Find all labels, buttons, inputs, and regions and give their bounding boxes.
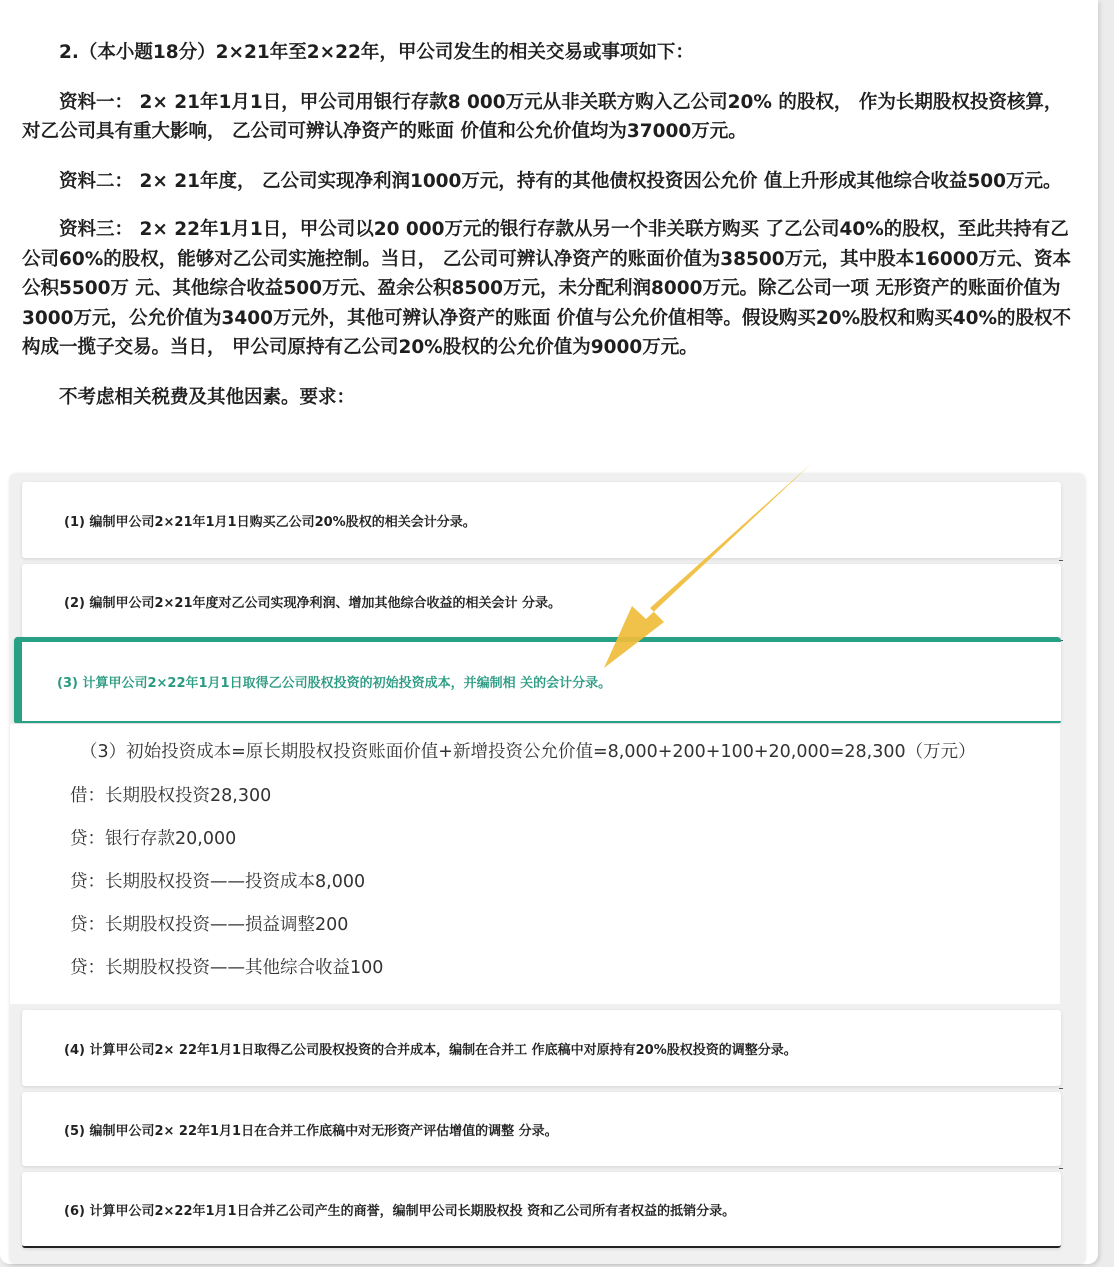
question-block [22,38,1078,431]
sub-question-4[interactable] [22,1010,1061,1086]
sub-question-1-label: (1) 编制甲公司2×21年1月1日购买乙公司20%股权的相关会计分录。 [64,514,476,530]
material-two: 资料二： 2× 21年度， 乙公司实现净利润1000万元，持有的其他债权投资因公允价 值上升形成其他综合收益500万元。 [59,170,1062,192]
entry-line: 贷：长期股权投资——损益调整200 [70,915,349,935]
entry-line: 贷：长期股权投资——投资成本8,000 [70,872,366,892]
sub-question-2[interactable] [22,564,1061,638]
requirement-text: 不考虑相关税费及其他因素。要求： [59,386,356,408]
divider [1059,557,1063,561]
entry-line: 贷：长期股权投资——其他综合收益100 [70,958,384,978]
sub-question-4-label: (4) 计算甲公司2× 22年1月1日取得乙公司股权投资的合并成本，编制在合并工 作底稿中对原持有20%股权投资的调整分录。 [64,1042,797,1058]
sub-question-6-label: (6) 计算甲公司2×22年1月1日合并乙公司产生的商誉，编制甲公司长期股权投 资和乙公司所有者权益的抵销分录。 [64,1203,736,1219]
answer-formula: （3）初始投资成本=原长期股权投资账面价值+新增投资公允价值=8,000+200+100+20,000=28,300（万元） [80,742,976,762]
sub-questions-panel [10,474,1085,1264]
sub-question-1[interactable] [22,482,1061,558]
entry-line: 借：长期股权投资28,300 [70,786,272,806]
sub-question-3-label: (3) 计算甲公司2×22年1月1日取得乙公司股权投资的初始投资成本，并编制相 关的会计分录。 [57,676,612,691]
sub-question-2-label: (2) 编制甲公司2×21年度对乙公司实现净利润、增加其他综合收益的相关会计 分录。 [64,595,562,611]
divider [1059,1165,1063,1169]
divider [1059,1085,1063,1089]
sub-question-6[interactable] [22,1172,1061,1248]
sub-question-5[interactable] [22,1092,1061,1166]
sub-question-5-label: (5) 编制甲公司2× 22年1月1日在合并工作底稿中对无形资产评估增值的调整 分录。 [64,1123,558,1139]
entry-line: 贷：银行存款20,000 [70,829,237,849]
answer-content [10,724,1060,1004]
sub-question-3-active[interactable] [14,637,1061,723]
material-one: 资料一： 2× 21年1月1日，甲公司用银行存款8 000万元从非关联方购入乙公司20% 的股权， 作为长期股权投资核算， 对乙公司具有重大影响， 乙公司可辨认净资产的账面 价值和公允价值均为37000万元。 [22,91,1063,142]
material-three: 资料三： 2× 22年1月1日，甲公司以20 000万元的银行存款从另一个非关联方购买 了乙公司40%的股权，至此共持有乙公司60%的股权，能够对乙公司实施控制。当日， 乙公司可辨认净资产的账面价值为38500万元，其中股本16000万元、资本公积5500万 元、其他综合收益500万元、盈余公积8500万元，未分配利润8000万元。除乙公司一项 无形资产的账面价值为3000万元，公允价值为3400万元外，其他可辨认净资产的账面 价值与公允价值相等。假设购买20%股权和购买40%的股权不构成一揽子交易。当日， 甲公司原持有乙公司20%股权的公允价值为9000万元。 [22,219,1071,358]
question-title: 2.（本小题18分）2×21年至2×22年，甲公司发生的相关交易或事项如下： [59,42,694,63]
